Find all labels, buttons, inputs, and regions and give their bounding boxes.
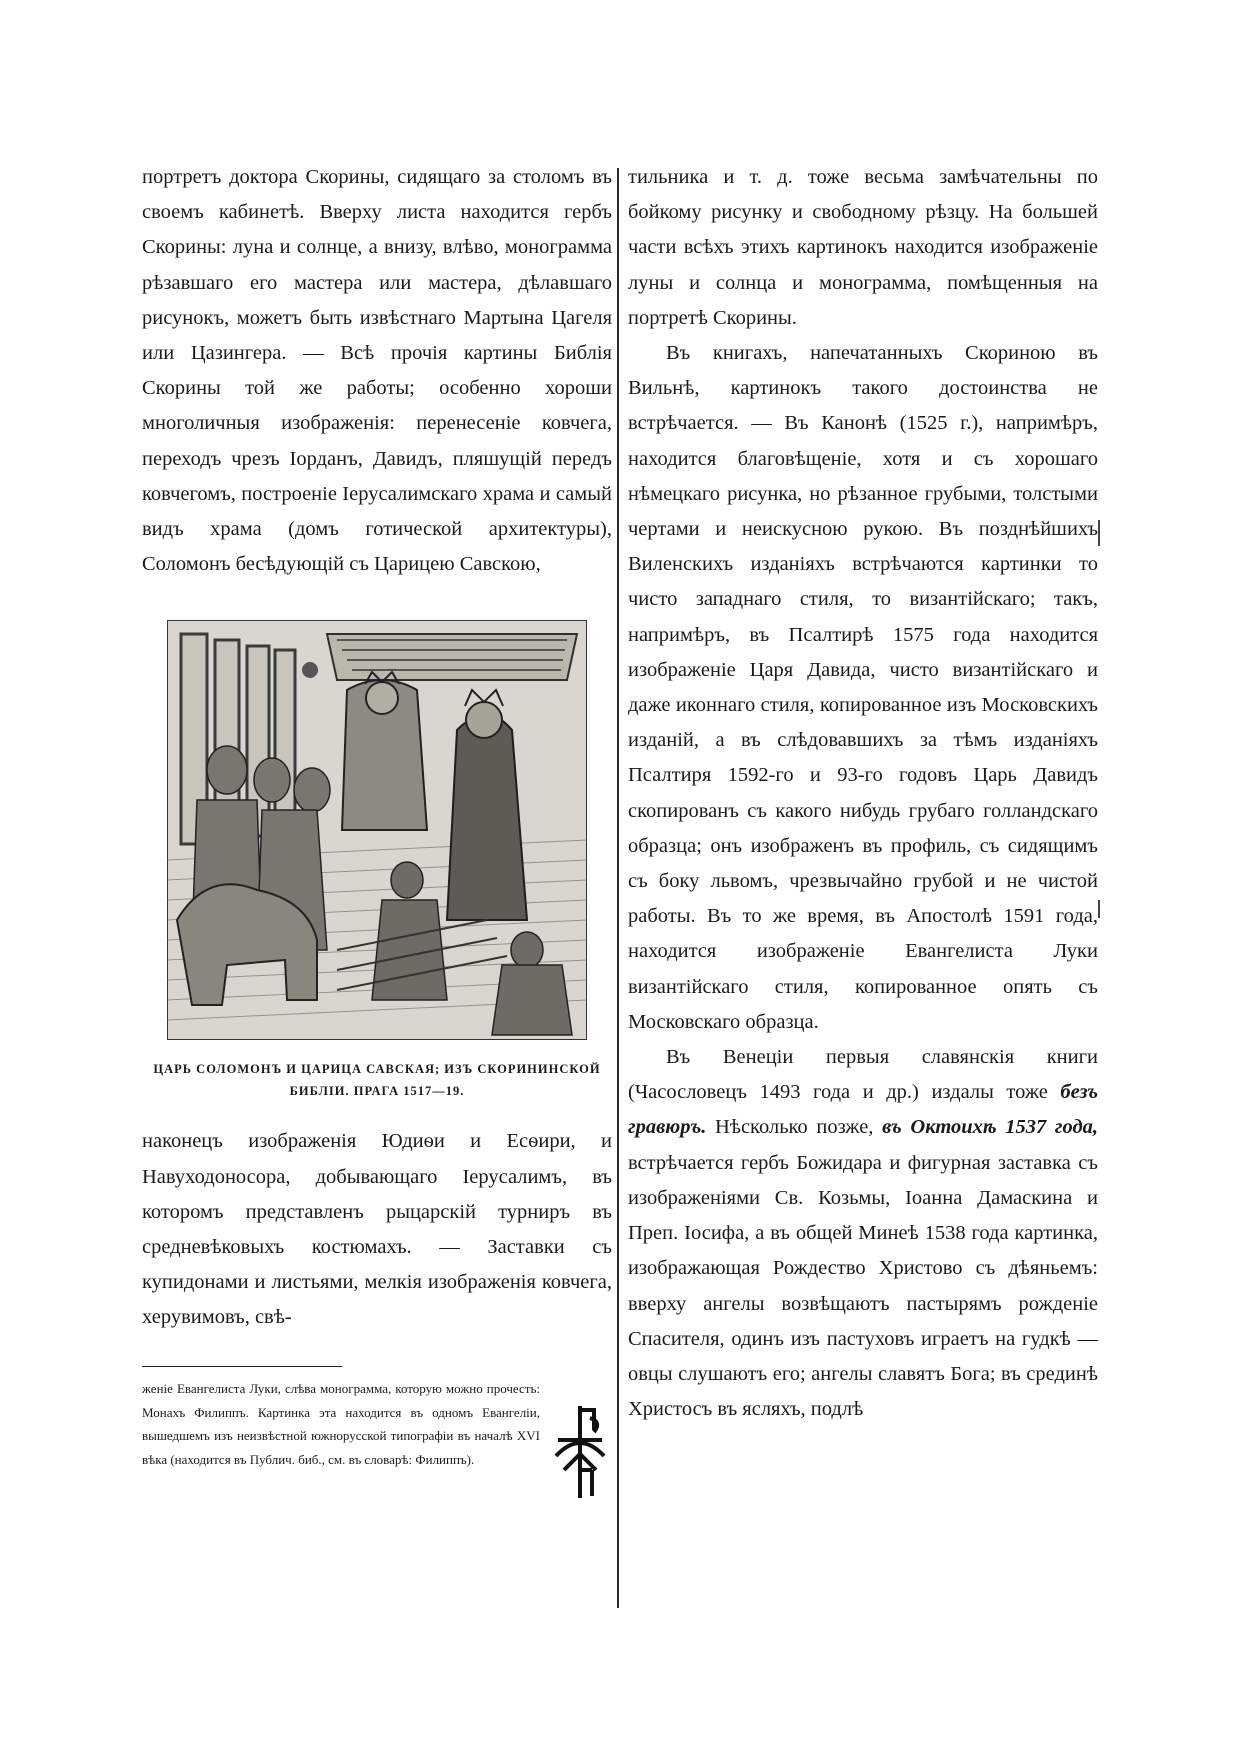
para3-text-b: Нѣсколько позже,: [706, 1116, 883, 1139]
left-paragraph-1: портретъ доктора Скорины, сидящаго за столомъ въ своемъ кабинетѣ. Вверху листа находится гербъ Скорины: луна и солнце, а внизу, влѣво, монограмма рѣзавшаго его мастера или мастера, дѣлавшаго рисунокъ, можетъ быть извѣстнаго Мартына Цагеля или Цазингера. — Всѣ прочія картины Библія Скорины той же работы; особенно хороши многоличныя изображенія: перенесеніе ковчега, переходъ чрезъ Іорданъ, Давидъ, пляшущій передъ ковчегомъ, построеніе Іерусалимскаго храма и самый видъ храма (домъ готической архитектуры), Соломонъ бесѣдующій съ Царицею Савскою,: [142, 166, 612, 576]
figure-caption: ЦАРЬ СОЛОМОНЪ И ЦАРИЦА САВСКАЯ; ИЗЪ СКОРИНИНСКОЙ БИБЛІИ. ПРАГА 1517—19.: [153, 1062, 601, 1099]
woodcut-illustration: [167, 620, 587, 1040]
column-divider: [617, 168, 619, 1608]
left-paragraph-2: наконецъ изображенія Юдиѳи и Есѳири, и Навуходоносора, добывающаго Іерусалимъ, въ которомъ представленъ рыцарскій турниръ въ средневѣковыхъ костюмахъ. — Заставки съ купидонами и листьями, мелкія изображенія ковчега, херувимовъ, свѣ-: [142, 1130, 612, 1329]
left-column: [142, 160, 612, 1471]
footnote-block: [142, 1366, 612, 1472]
para3-emphasis-2: въ Октоихѣ 1537 года,: [882, 1116, 1098, 1139]
right-column: [628, 160, 1098, 1427]
para3-emphasis-1: безъ гравюръ.: [628, 1081, 1098, 1139]
monogram-icon: [550, 1400, 610, 1504]
footnote-rule: [142, 1366, 342, 1368]
margin-mark-1: [1098, 520, 1100, 546]
right-paragraph-2: Въ книгахъ, напечатанныхъ Скориною въ Вильнѣ, картинокъ такого достоинства не встрѣчается. — Въ Канонѣ (1525 г.), напримѣръ, находится благовѣщеніе, хотя и съ хорошаго нѣмецкаго рисунка, но рѣзанное грубыми, толстыми чертами и неискусною рукою. Въ позднѣйшихъ Виленскихъ изданіяхъ встрѣчаются картинки то чисто западнаго стиля, то византійскаго; такъ, напримѣръ, въ Псалтирѣ 1575 года находится изображеніе Царя Давида, чисто византійскаго и даже иконнаго стиля, копированное изъ Московскихъ изданій, а въ слѣдовавшихъ за тѣмъ изданіяхъ Псалтиря 1592-го и 93-го годовъ Царь Давидъ скопированъ съ какого нибудь грубаго голландскаго образца; онъ изображенъ въ профиль, съ сидящимъ съ боку львомъ, чрезвычайно грубой и не чистой работы. Въ то же время, въ Апостолѣ 1591 года, находится изображеніе Евангелиста Луки византійскаго стиля, копированное опять съ Московскаго образца.: [628, 342, 1098, 1033]
para3-text-c: встрѣчается гербъ Божидара и фигурная заставка съ изображеніями Св. Козьмы, Іоанна Дамаскина и Преп. Іосифа, а въ общей Минеѣ 1538 года картинка, изображающая Рождество Христово съ дѣяньемъ: вверху ангелы возвѣщаютъ пастырямъ рожденіе Спасителя, одинъ изъ пастуховъ играетъ на гудкѣ — овцы слушаютъ его; ангелы славятъ Бога; въ срединѣ Христосъ въ ясляхъ, подлѣ: [628, 1151, 1098, 1421]
para3-text-a: Въ Венеціи первыя славянскія книги (Часословецъ 1493 года и др.) издалы тоже: [628, 1046, 1098, 1104]
footnote-text: женіе Евангелиста Луки, слѣва монограмма, которую можно прочесть: Монахъ Филиппъ. Картинка эта находится въ одномъ Евангеліи, вышедшемъ изъ неизвѣстной южнорусской типографіи въ началѣ XVI вѣка (находится въ Публич. биб., см. въ словарѣ: Филиппъ).: [142, 1381, 540, 1467]
right-paragraph-1: тильника и т. д. тоже весьма замѣчательны по бойкому рисунку и свободному рѣзцу. На большей части всѣхъ этихъ картинокъ находится изображеніе луны и солнца и монограмма, помѣщенныя на портретѣ Скорины.: [628, 166, 1098, 329]
margin-mark-2: [1098, 900, 1100, 918]
right-paragraph-3: [628, 1040, 1098, 1427]
